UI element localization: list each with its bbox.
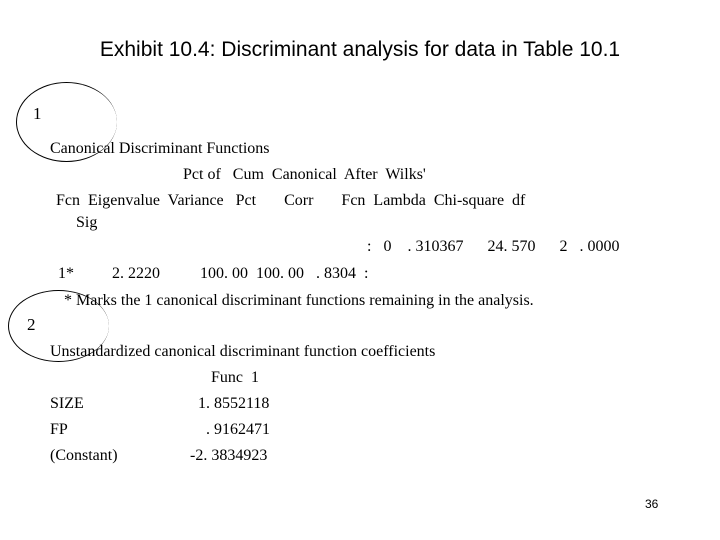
coef-value-fp: . 9162471	[206, 421, 270, 438]
table-row-1-values: 2. 2220 100. 00 100. 00 . 8304 :	[112, 265, 369, 282]
footnote: * Marks the 1 canonical discriminant functions remaining in the analysis.	[64, 292, 534, 309]
slide-title: Exhibit 10.4: Discriminant analysis for data in Table 10.1	[99, 38, 621, 61]
coef-label-size: SIZE	[50, 395, 84, 412]
coef-value-constant: -2. 3834923	[190, 447, 268, 464]
table-header-line2: Fcn Eigenvalue Variance Pct Corr Fcn Lambda Chi-square df	[56, 192, 526, 209]
coef-label-constant: (Constant)	[50, 447, 118, 464]
table-header-line3: Sig	[76, 214, 98, 231]
marker-2: 2	[27, 315, 36, 334]
coef-label-fp: FP	[50, 421, 68, 438]
table-row-1-fcn: 1*	[58, 265, 74, 282]
section1-heading: Canonical Discriminant Functions	[50, 140, 270, 157]
coef-value-size: 1. 8552118	[198, 395, 270, 412]
table-row-0: : 0 . 310367 24. 570 2 . 0000	[367, 238, 620, 255]
marker-1: 1	[33, 104, 42, 123]
page-number: 36	[645, 497, 659, 511]
table-header-line1: Pct of Cum Canonical After Wilks'	[183, 166, 426, 183]
section2-heading: Unstandardized canonical discriminant function coefficients	[50, 343, 436, 360]
coef-column-header: Func 1	[211, 369, 259, 386]
